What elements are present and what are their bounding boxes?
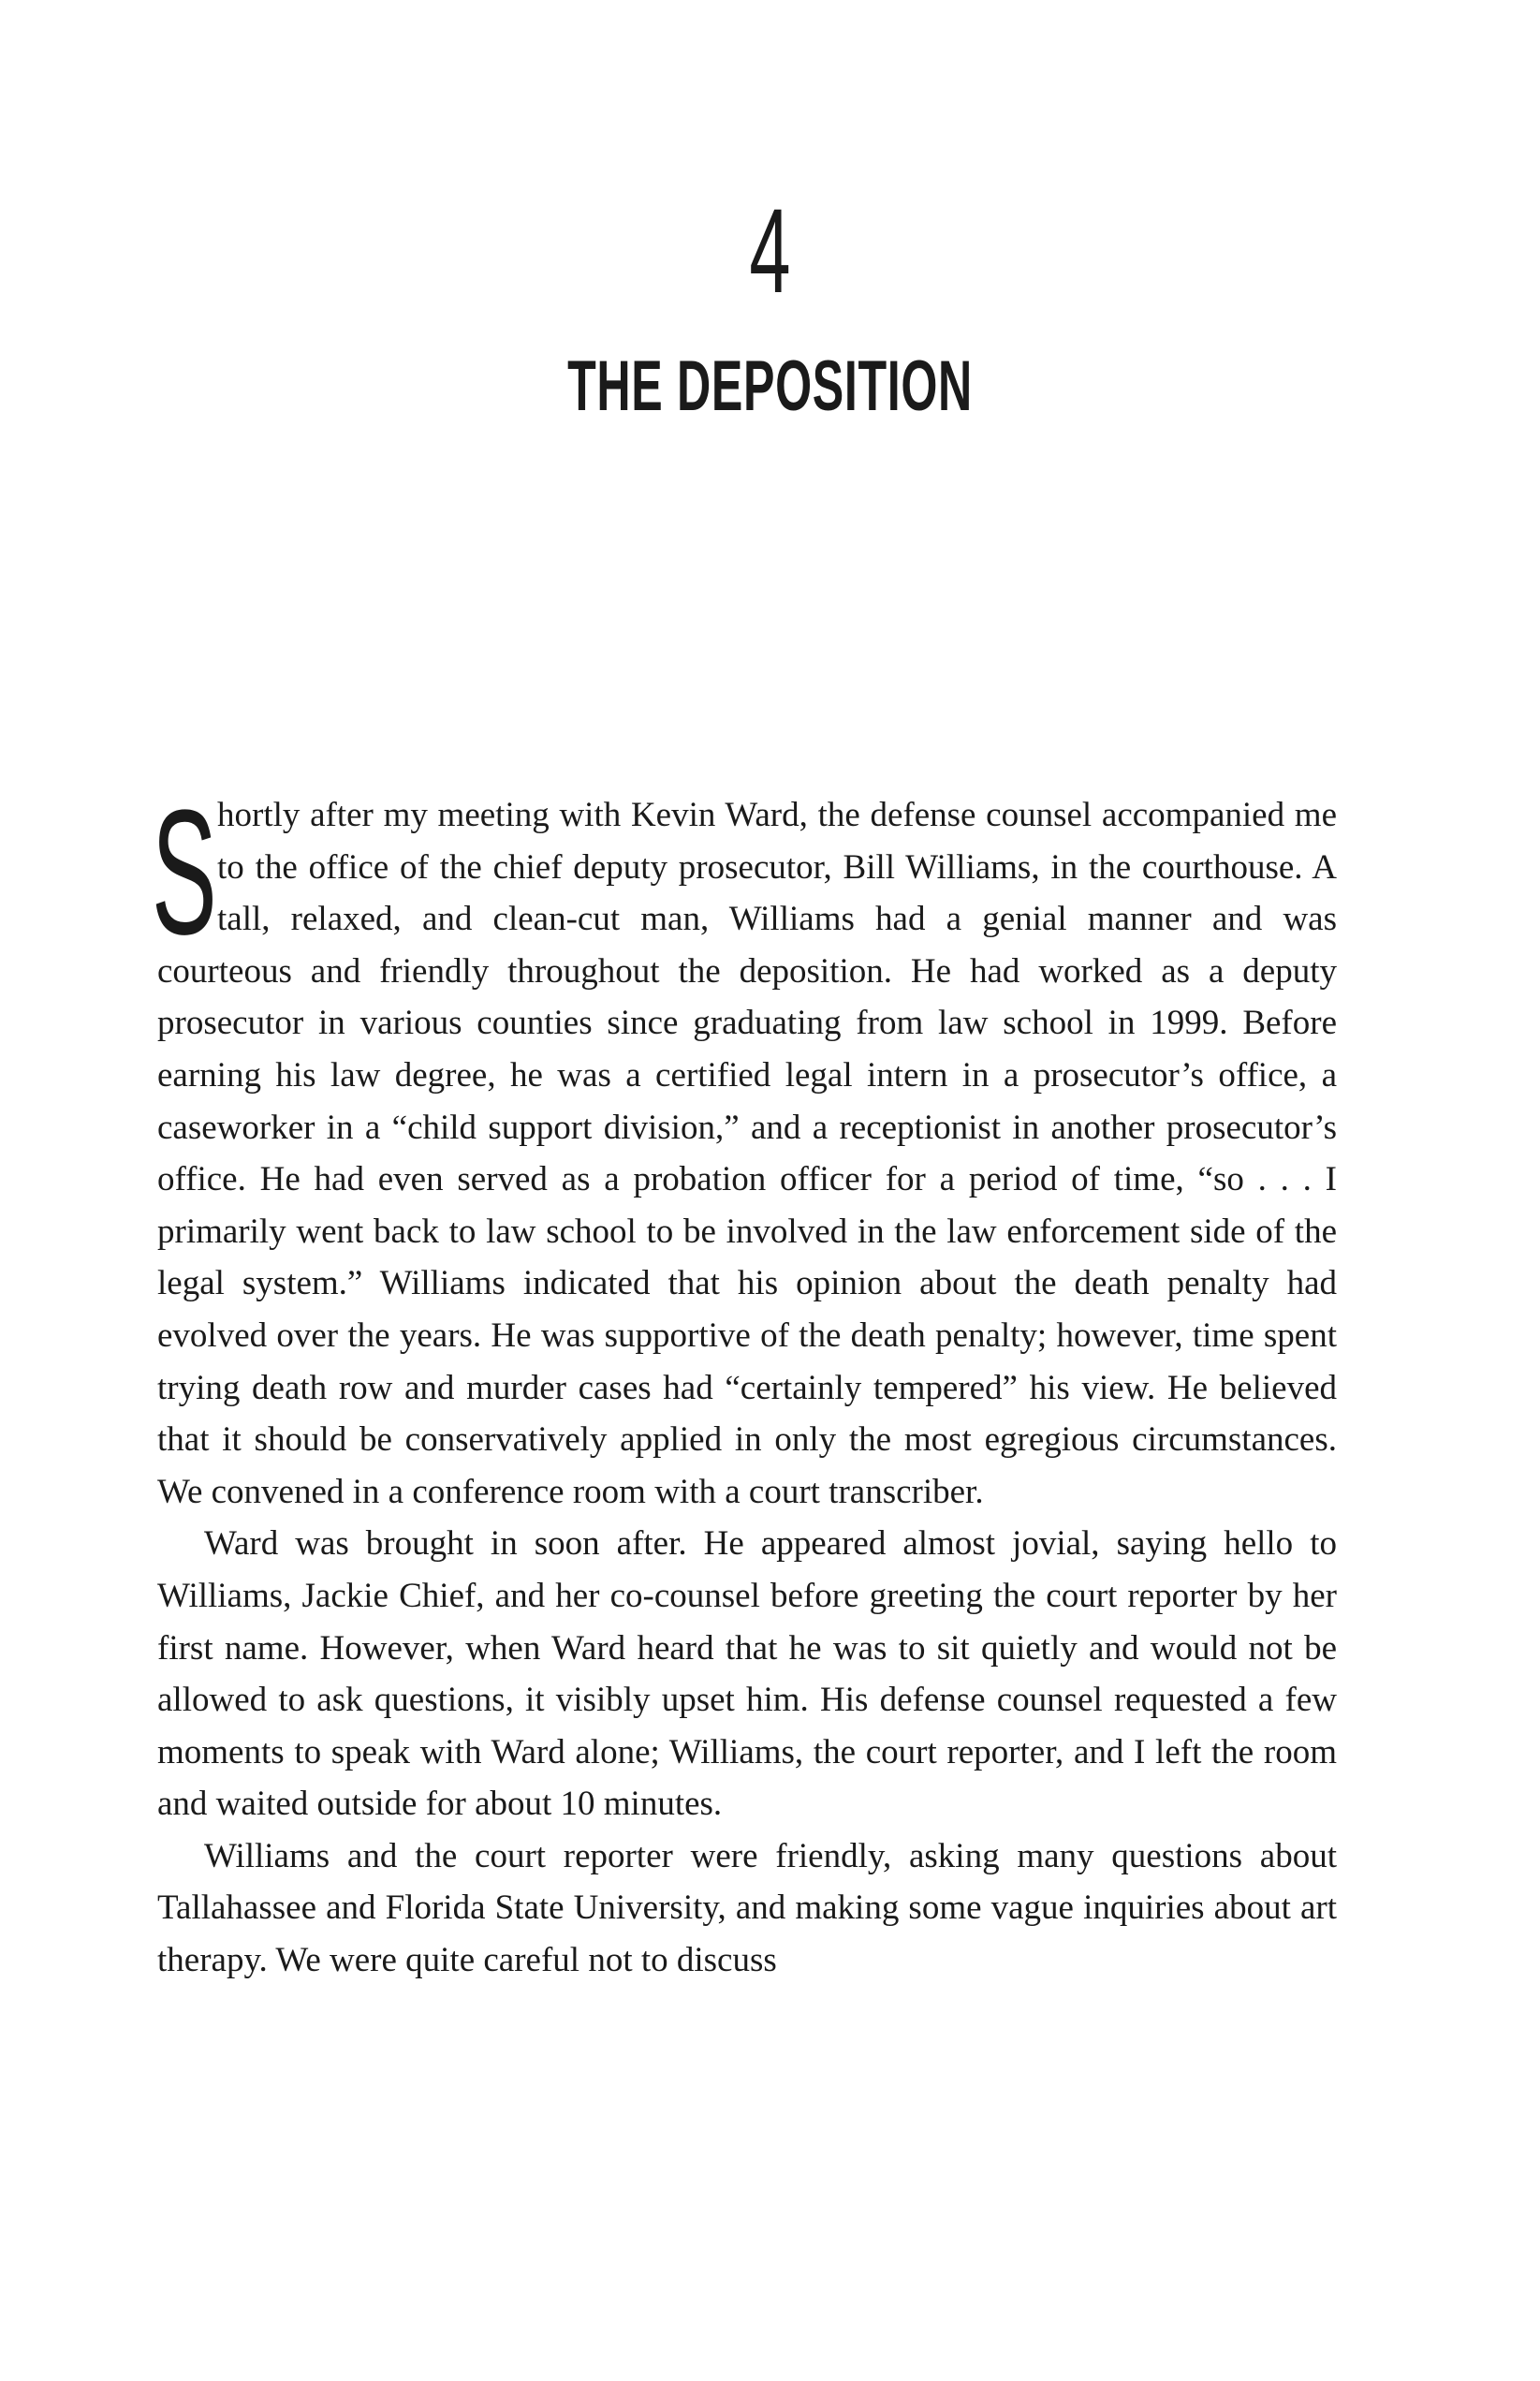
chapter-body <box>152 773 1337 1987</box>
chapter-number: 4 <box>749 184 791 318</box>
paragraph-3: Williams and the court reporter were friendly, asking many questions about Tallahassee and Florida State University, and making some vague inquiries about art therapy. We were quite careful not to discuss <box>157 1836 1337 1980</box>
chapter-title: THE DEPOSITION <box>567 346 973 426</box>
paragraph-2: Ward was brought in soon after. He appeared almost jovial, saying hello to Williams, Jackie Chief, and her co-counsel before greeting the court reporter by her first name. However, when Ward heard that he was to sit quietly and would not be allowed to ask questions, it visibly upset him. His defense counsel requested a few moments to speak with Ward alone; Williams, the court reporter, and I left the room and waited outside for about 10 minutes. <box>157 1524 1337 1824</box>
drop-cap: S <box>152 773 217 972</box>
paragraph-1-text: hortly after my meeting with Kevin Ward, the defense counsel accompanied me to the office of the chief deputy prosecutor, Bill Williams, in the courthouse. A tall, relaxed, and clean-cut man, Williams had a genial manner and was courteous and friendly throughout the deposition. He had worked as a deputy prosecutor in various counties since graduating from law school in 1999. Before earning his law degree, he was a certified legal intern in a prosecutor’s office, a caseworker in a “child support division,” and a receptionist in another prosecutor’s office. He had even served as a probation officer for a period of time, “so . . . I primarily went back to law school to be involved in the law enforcement side of the legal system.” Williams indicated that his opinion about the death penalty had evolved over the years. He was supportive of the death penalty; however, time spent trying death row and murder cases had “certainly tempered” his view. He believed that it should be conservatively applied in only the most egregious circumstances. We convened in a conference room with a court transcriber. <box>157 796 1337 1511</box>
paragraph-1 <box>152 773 1337 1518</box>
